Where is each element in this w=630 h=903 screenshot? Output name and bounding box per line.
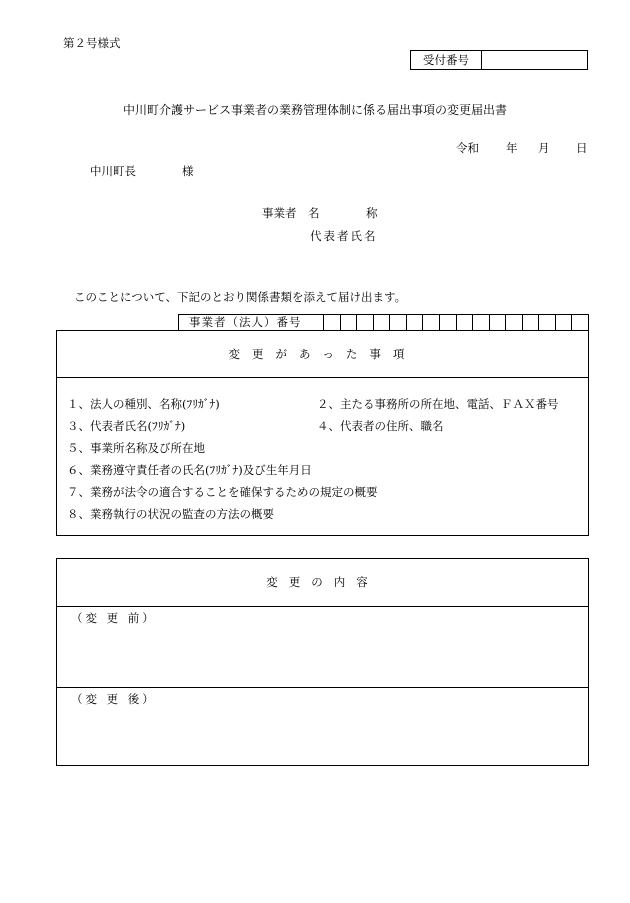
addressee-honorific: 様 [182, 164, 194, 178]
date-year: 年 [506, 141, 518, 155]
corp-number-cell[interactable] [523, 315, 540, 330]
changed-item[interactable]: ５、事業所名称及び所在地 [67, 441, 205, 455]
changed-item[interactable]: ７、業務が法令の適合することを確保するための規定の概要 [67, 485, 378, 499]
changed-items-box [56, 330, 589, 536]
changed-item[interactable]: １、法人の種別、名称(ﾌﾘｶﾞﾅ) [67, 397, 220, 411]
date-era: 令和 [456, 141, 479, 155]
corp-number-cell[interactable] [407, 315, 424, 330]
statement-text: このことについて、下記のとおり関係書類を添えて届け出ます。 [74, 290, 407, 304]
changed-item[interactable]: ２、主たる事務所の所在地、電話、ＦＡＸ番号 [317, 397, 559, 411]
representative-label: 代表者氏名 [310, 229, 378, 243]
form-id: 第２号様式 [63, 36, 121, 50]
business-name-label-2: 称 [366, 206, 378, 220]
date-day: 日 [576, 141, 588, 155]
corp-number-cell[interactable] [357, 315, 374, 330]
corp-number-cell[interactable] [324, 315, 341, 330]
corp-number-cell[interactable] [390, 315, 407, 330]
corp-number-cell[interactable] [457, 315, 474, 330]
addressee [90, 163, 194, 179]
business-label: 事業者 [262, 206, 297, 220]
corp-number-cell[interactable] [572, 315, 588, 330]
corp-number-cell[interactable] [341, 315, 358, 330]
change-content-box [56, 558, 589, 766]
changed-item[interactable]: ３、代表者氏名(ﾌﾘｶﾞﾅ) [67, 419, 186, 433]
business-name-label-1: 名 [308, 206, 320, 220]
after-change-label: （変 更 後） [71, 692, 157, 706]
addressee-name: 中川町長 [90, 164, 136, 178]
corp-number-cell[interactable] [556, 315, 573, 330]
corp-number-cell[interactable] [473, 315, 490, 330]
changed-item[interactable]: ８、業務執行の状況の監査の方法の概要 [67, 507, 274, 521]
changed-item[interactable]: ４、代表者の住所、職名 [317, 419, 444, 433]
change-content-header: 変更の内容 [57, 559, 588, 607]
document-title: 中川町介護サービス事業者の業務管理体制に係る届出事項の変更届出書 [122, 103, 507, 117]
receipt-number-box [410, 50, 588, 70]
corp-number-label: 事業者（法人）番号 [179, 315, 324, 330]
before-change-section[interactable] [57, 607, 588, 688]
changed-items-header: 変更があった事項 [57, 331, 588, 378]
date-line [456, 140, 588, 156]
receipt-number-field[interactable] [482, 51, 587, 69]
receipt-number-label: 受付番号 [411, 51, 482, 69]
corp-number-cell[interactable] [539, 315, 556, 330]
corp-number-cell[interactable] [440, 315, 457, 330]
corp-number-cell[interactable] [490, 315, 507, 330]
changed-item[interactable]: ６、業務遵守責任者の氏名(ﾌﾘｶﾞﾅ)及び生年月日 [67, 463, 312, 477]
corp-number-row [178, 314, 589, 331]
corp-number-cell[interactable] [423, 315, 440, 330]
business-name-label [308, 205, 378, 221]
date-month: 月 [538, 141, 550, 155]
corp-number-cell[interactable] [506, 315, 523, 330]
before-change-label: （変 更 前） [71, 611, 157, 625]
corp-number-cell[interactable] [374, 315, 391, 330]
